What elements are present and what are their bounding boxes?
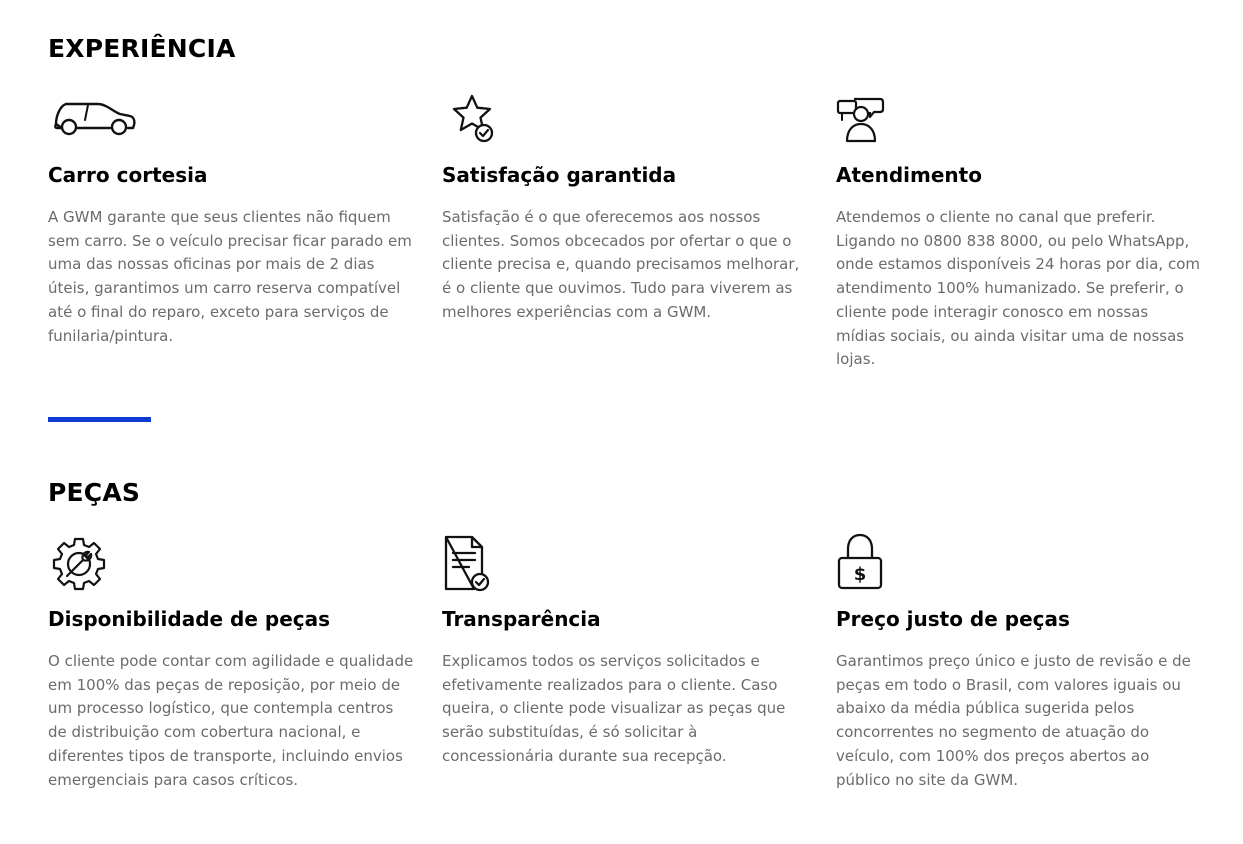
card-text: Explicamos todos os serviços solicitados e efetivamente realizados para o cliente. Caso queira, o cliente pode visualizar as peças que serão substituídas, é só solicitar à concessionária durante sua recepção. — [442, 652, 786, 765]
person-chat-icon — [836, 96, 926, 148]
pecas-title: PEÇAS — [48, 478, 141, 507]
card-text: O cliente pode contar com agilidade e qualidade em 100% das peças de reposição, por meio de um processo logístico, que contempla centros de distribuição com cobertura nacional, e diferentes tipos de transporte, incluindo envios emergenciais para casos críticos. — [48, 652, 414, 789]
pecas-cards — [48, 540, 1208, 840]
card-title: Carro cortesia — [48, 163, 208, 187]
star-check-icon — [442, 96, 532, 148]
document-check-icon — [442, 540, 532, 592]
svg-text:$: $ — [853, 564, 867, 585]
section-divider — [48, 417, 151, 422]
card-title: Satisfação garantida — [442, 163, 677, 187]
card-title: Transparência — [442, 607, 601, 631]
padlock-dollar-icon — [836, 540, 926, 592]
card-title: Atendimento — [836, 163, 982, 187]
pecas-section — [48, 444, 1208, 844]
car-icon — [48, 96, 138, 148]
experiencia-title: EXPERIÊNCIA — [48, 34, 236, 63]
card-text: Garantimos preço único e justo de revisão e de peças em todo o Brasil, com valores iguais ou abaixo da média pública sugerida pelos concorrentes no segmento de atuação do veículo, com 100% dos preços abertos ao público no site da GWM. — [836, 652, 1191, 789]
card-text: Satisfação é o que oferecemos aos nossos clientes. Somos obcecados por ofertar o que o cliente precisa e, quando precisamos melhorar, é o cliente que ouvimos. Tudo para viverem as melhores experiências com a GWM. — [442, 208, 800, 321]
card-text: Atendemos o cliente no canal que preferir. Ligando no 0800 838 8000, ou pelo WhatsApp, onde estamos disponíveis 24 horas por dia, com atendimento 100% humanizado. Se preferir, o cliente pode interagir conosco em nossas mídias sociais, ou ainda visitar uma de nossas lojas. — [836, 208, 1200, 369]
gear-wrench-icon — [48, 540, 138, 592]
card-title: Disponibilidade de peças — [48, 607, 331, 631]
card-text: A GWM garante que seus clientes não fiquem sem carro. Se o veículo precisar ficar parado em uma das nossas oficinas por mais de 2 dias úteis, garantimos um carro reserva compatível até o final do reparo, exceto para serviços de funilaria/pintura. — [48, 208, 412, 345]
experiencia-section — [48, 0, 1208, 400]
experiencia-cards — [48, 96, 1208, 386]
card-title: Preço justo de peças — [836, 607, 1070, 631]
